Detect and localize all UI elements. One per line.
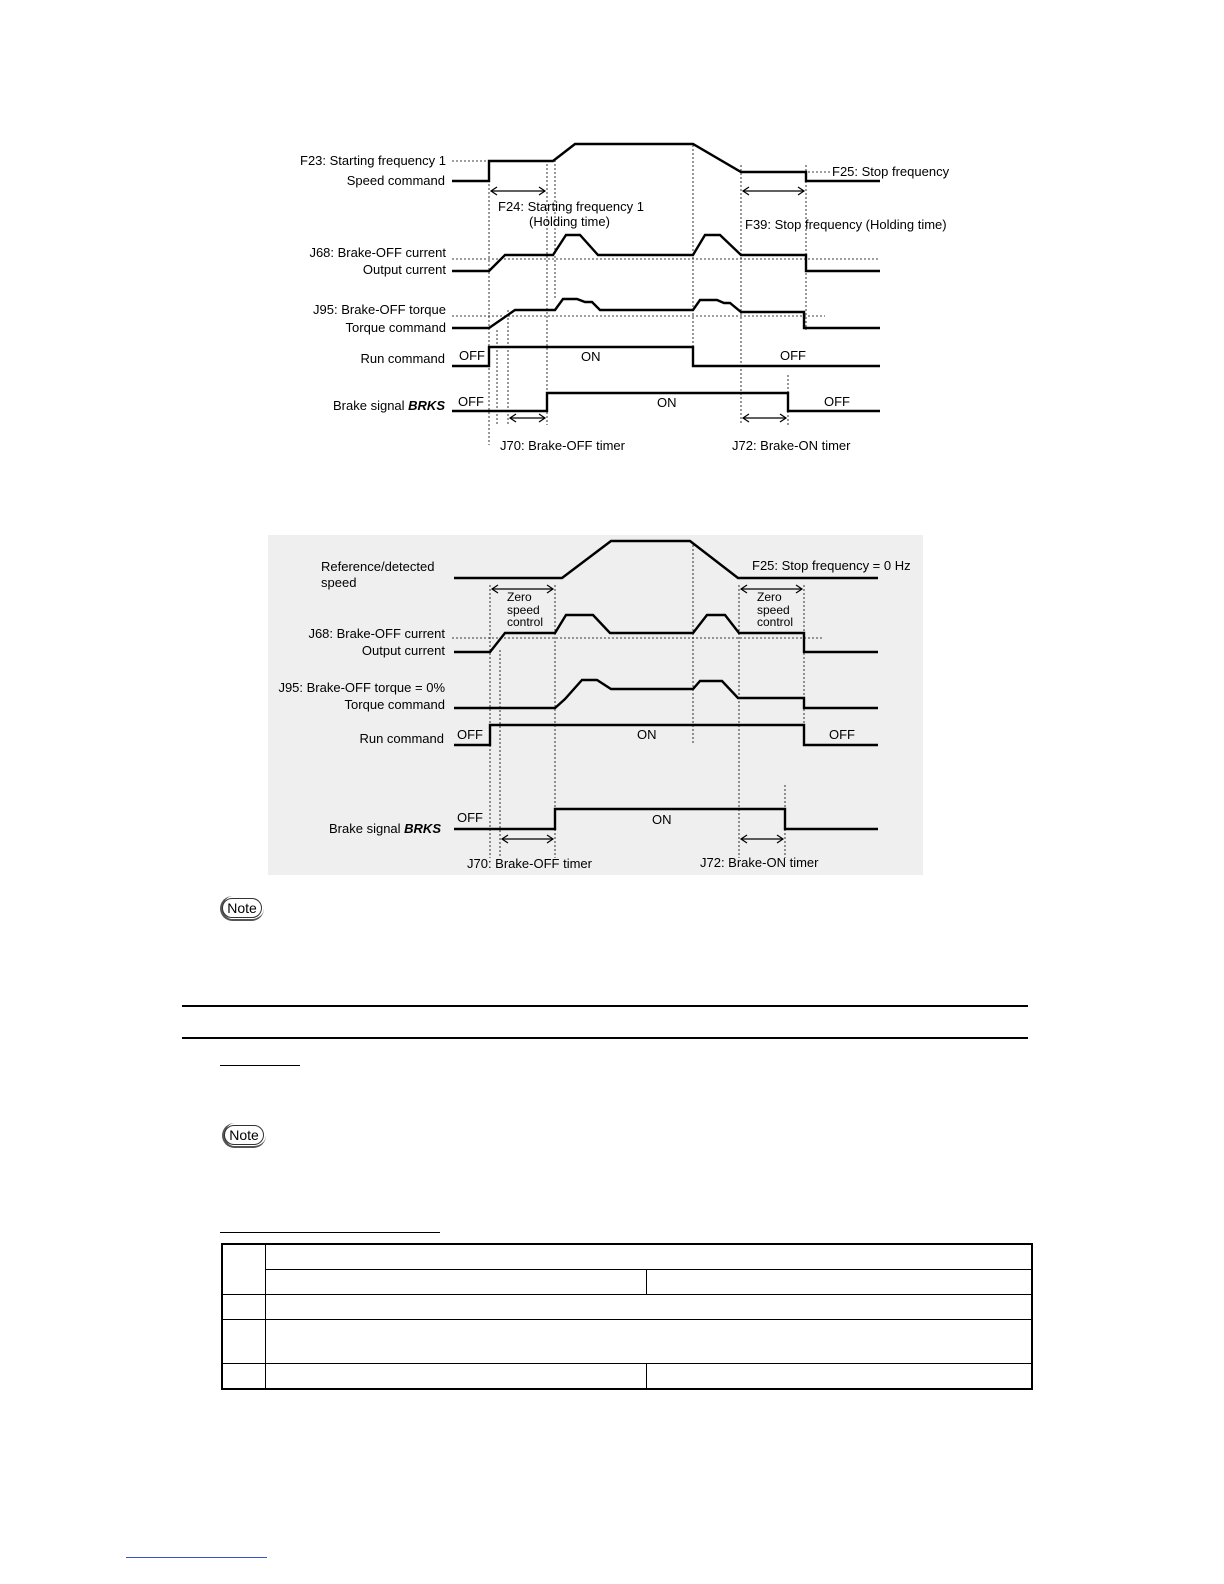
zero-speed-start-line2: speed — [507, 603, 540, 617]
output-current-label: Output current — [362, 262, 446, 277]
brake-signal-label: Brake signal BRKS — [333, 398, 445, 413]
table-cell — [266, 1244, 1033, 1269]
table-cell — [266, 1363, 647, 1389]
f24-label-line2: (Holding time) — [529, 214, 610, 229]
table-cell — [647, 1269, 1033, 1294]
j70-timer-arrow — [510, 414, 545, 422]
brake-off-state-1: OFF — [458, 394, 484, 409]
table-cell — [222, 1319, 266, 1363]
j72-timer-label: J72: Brake-ON timer — [732, 438, 851, 453]
brake-signal-label-2: Brake signal BRKS — [329, 821, 441, 836]
run-command-label-2: Run command — [359, 731, 444, 746]
note-icon-label: Note — [224, 1125, 264, 1145]
f24-label-line1: F24: Starting frequency 1 — [498, 199, 644, 214]
table-cell — [222, 1363, 266, 1389]
f25-zero-label: F25: Stop frequency = 0 Hz — [752, 558, 911, 573]
note-icon — [220, 896, 266, 922]
timing-diagram-1 — [280, 130, 980, 460]
zero-speed-stop-line1: Zero — [757, 590, 782, 604]
table-cell — [222, 1244, 266, 1294]
run-on-state: ON — [581, 349, 601, 364]
table-cell — [647, 1363, 1033, 1389]
brks-signal-name: BRKS — [408, 398, 445, 413]
run-command-label: Run command — [360, 351, 445, 366]
table-cell — [266, 1294, 1033, 1319]
run-off-state-2-d2: OFF — [829, 727, 855, 742]
f24-hold-arrow — [491, 187, 545, 195]
speed-command-label: Speed command — [346, 173, 445, 188]
f39-label: F39: Stop frequency (Holding time) — [745, 217, 947, 232]
brks-signal-name-2: BRKS — [404, 821, 441, 836]
footer-link-underline[interactable] — [126, 1557, 267, 1558]
table-cell — [266, 1319, 1033, 1363]
torque-command-label: Torque command — [345, 320, 446, 335]
run-on-state-d2: ON — [637, 727, 657, 742]
section-rule-bottom — [182, 1037, 1028, 1039]
j72-timer-arrow — [743, 414, 786, 422]
run-command-wave — [452, 347, 880, 366]
zero-speed-stop-line2: speed — [757, 603, 790, 617]
section-rule-top — [182, 1005, 1028, 1007]
underline-long — [220, 1232, 440, 1233]
torque-command-wave — [452, 299, 880, 328]
ref-speed-label-line2: speed — [321, 575, 357, 590]
timing-diagram-2 — [268, 535, 923, 875]
ref-speed-label-line1: Reference/detected — [321, 559, 435, 574]
j72-timer-label-2: J72: Brake-ON timer — [700, 855, 819, 870]
output-current-wave — [452, 235, 880, 271]
output-current-label-2: Output current — [361, 643, 445, 658]
underline-short — [220, 1065, 300, 1066]
run-off-state-1-d2: OFF — [457, 727, 483, 742]
f39-hold-arrow — [743, 187, 804, 195]
f23-label: F23: Starting frequency 1 — [300, 153, 446, 168]
settings-table — [221, 1243, 1033, 1390]
j68-label-2: J68: Brake-OFF current — [308, 626, 445, 641]
brake-off-state-2: OFF — [824, 394, 850, 409]
j68-label: J68: Brake-OFF current — [309, 245, 446, 260]
note-icon-label: Note — [222, 898, 262, 918]
brake-off-state-d2: OFF — [457, 810, 483, 825]
j95-zero-label: J95: Brake-OFF torque = 0% — [278, 680, 445, 695]
speed-command-wave — [452, 144, 880, 181]
j70-timer-label-2: J70: Brake-OFF timer — [467, 856, 592, 871]
brake-on-state: ON — [657, 395, 677, 410]
zero-speed-start-line3: control — [507, 615, 544, 629]
j95-label: J95: Brake-OFF torque — [313, 302, 446, 317]
zero-speed-stop-line3: control — [757, 615, 794, 629]
table-cell — [222, 1294, 266, 1319]
run-off-state-2: OFF — [780, 348, 806, 363]
zero-speed-start-line1: Zero — [507, 590, 532, 604]
f25-label: F25: Stop frequency — [832, 164, 950, 179]
j70-timer-label: J70: Brake-OFF timer — [500, 438, 625, 453]
brake-on-state-d2: ON — [652, 812, 672, 827]
torque-command-label-2: Torque command — [344, 697, 445, 712]
run-off-state-1: OFF — [459, 348, 485, 363]
table-cell — [266, 1269, 647, 1294]
note-icon — [222, 1123, 268, 1149]
